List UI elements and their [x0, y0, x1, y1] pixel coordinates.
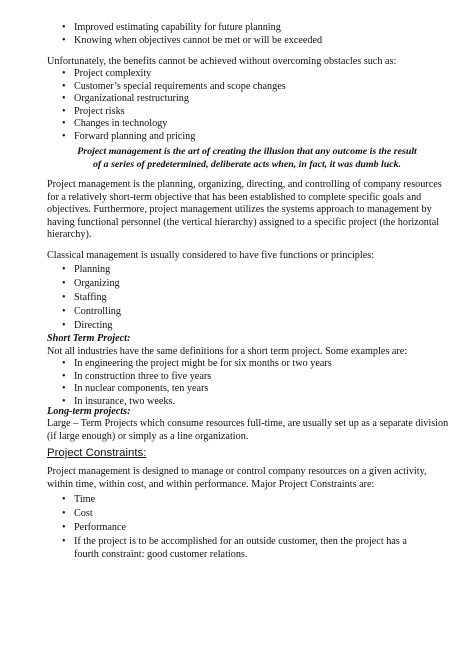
bullet-icon: • — [62, 536, 66, 548]
list-item: • Forward planning and pricing — [62, 130, 196, 142]
list-item: • Project risks — [62, 105, 125, 117]
list-item: • In nuclear components, ten years — [62, 383, 209, 395]
classical-intro: Classical management is usually considered to have five functions or principles: — [47, 250, 375, 261]
list-item: • Planning — [62, 264, 111, 275]
long-term-text: Large – Term Projects which consume resources full-time, are usually set up as a separate division (if large enough) or simply as a line organization. — [47, 418, 449, 442]
list-item: • Performance — [62, 522, 127, 534]
bullet-icon: • — [62, 105, 66, 117]
bullet-icon: • — [62, 130, 66, 142]
list-item: • Directing — [62, 320, 113, 332]
list-item: • Cost — [62, 508, 93, 520]
constraints-list — [47, 494, 422, 563]
bullet-icon: • — [62, 522, 66, 534]
quote-line: Project management is the art of creating the illusion that any outcome is the result — [77, 146, 417, 157]
list-item: • Staffing — [62, 292, 107, 304]
bullet-icon: • — [62, 80, 66, 92]
bullet-icon: • — [62, 320, 66, 332]
short-term-intro: Not all industries have the same definitions for a short term project. Some examples are: — [47, 346, 408, 357]
bullet-icon: • — [62, 34, 66, 46]
bullet-icon: • — [62, 494, 66, 505]
list-item: • Project complexity — [62, 68, 152, 79]
list-item: • Time — [62, 494, 96, 505]
list-item: • Improved estimating capability for future planning — [62, 22, 281, 33]
bullet-icon: • — [62, 306, 66, 318]
bullet-icon: • — [62, 264, 66, 275]
constraints-heading: Project Constraints: — [47, 447, 147, 459]
list-item: • Organizational restructuring — [62, 93, 189, 105]
benefits-list — [47, 22, 447, 47]
list-item: • Changes in technology — [62, 118, 168, 130]
obstacles-list — [47, 68, 447, 144]
bullet-icon: • — [62, 370, 66, 382]
bullet-icon: • — [62, 358, 66, 369]
list-item: • In construction three to five years — [62, 370, 212, 382]
list-item: • Organizing — [62, 278, 120, 290]
list-item: • If the project is to be accomplished for an outside customer, then the project has a fourth constraint: good customer relations. — [62, 536, 407, 560]
constraints-intro: Project management is designed to manage or control company resources on a given activity, within time, within cost, and within performance. Major Project Constraints are: — [47, 466, 427, 490]
bullet-icon: • — [62, 118, 66, 130]
list-item: • Controlling — [62, 306, 121, 318]
definition-paragraph: Project management is the planning, organizing, directing, and controlling of company resources for a relatively short-term objective that has been established to complete specific goals and objectives. Furthermore, project management utilizes the systems approach to management by having functional personnel (the vertical hierarchy) assigned to a specific project (the horizontal hierarchy). — [47, 179, 442, 241]
bullet-icon: • — [62, 292, 66, 304]
bullet-icon: • — [62, 395, 66, 407]
bullet-icon: • — [62, 508, 66, 520]
list-item: • Customer’s special requirements and scope changes — [62, 80, 286, 92]
short-term-examples — [47, 358, 447, 408]
functions-list — [47, 264, 447, 334]
quote-line: of a series of predetermined, deliberate acts when, in fact, it was dumb luck. — [92, 158, 402, 170]
list-item: • In insurance, two weeks. — [62, 395, 175, 407]
bullet-icon: • — [62, 93, 66, 105]
short-term-heading: Short Term Project: — [47, 333, 131, 344]
pm-quote — [40, 146, 454, 171]
long-term-heading: Long-term projects: — [47, 406, 131, 417]
bullet-icon: • — [62, 22, 66, 33]
list-item: • In engineering the project might be for six months or two years — [62, 358, 332, 369]
bullet-icon: • — [62, 383, 66, 395]
bullet-icon: • — [62, 278, 66, 290]
obstacles-intro: Unfortunately, the benefits cannot be achieved without overcoming obstacles such as: — [47, 56, 397, 67]
bullet-icon: • — [62, 68, 66, 79]
list-item: • Knowing when objectives cannot be met or will be exceeded — [62, 34, 323, 46]
